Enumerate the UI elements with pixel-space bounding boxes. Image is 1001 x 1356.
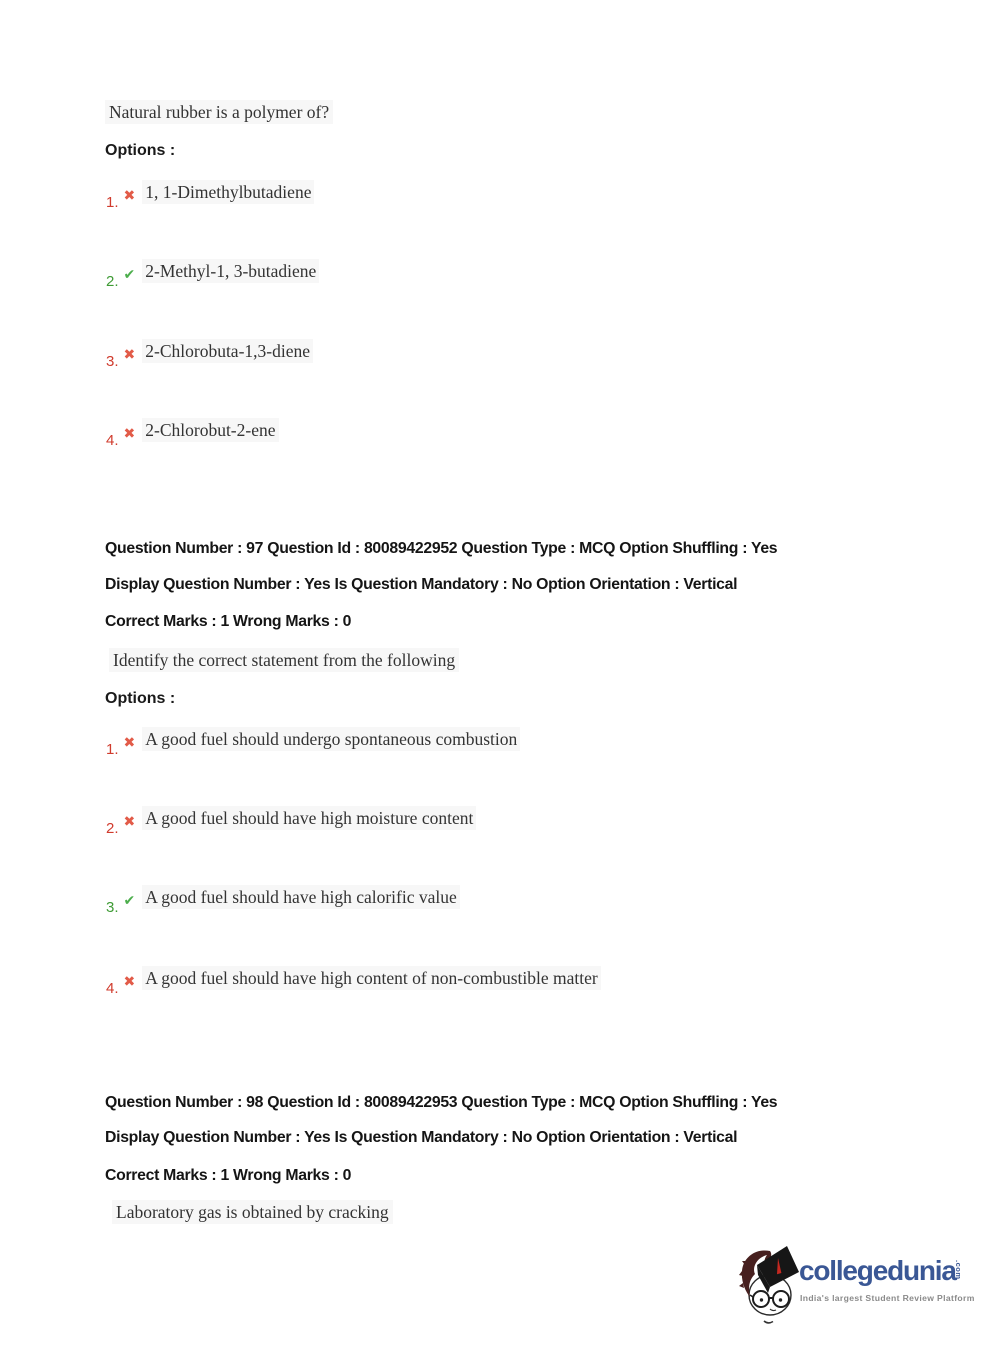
wrong-icon: ✖ <box>123 735 136 751</box>
question-meta-line: Correct Marks : 1 Wrong Marks : 0 <box>105 1167 352 1184</box>
option-number: 4. <box>106 432 119 449</box>
option-text: 2-Chlorobut-2-ene <box>142 418 278 442</box>
question-text: Natural rubber is a polymer of? <box>105 100 333 124</box>
options-label: Options : <box>105 690 176 707</box>
option-text: A good fuel should have high content of non-combustible matter <box>142 966 600 990</box>
correct-icon: ✔ <box>123 267 136 283</box>
option-text: 1, 1-Dimethylbutadiene <box>142 180 314 204</box>
wrong-icon: ✖ <box>123 814 136 830</box>
option-row <box>106 180 314 211</box>
option-number: 3. <box>106 899 119 916</box>
collegedunia-logo <box>737 1243 977 1333</box>
option-row <box>106 966 601 997</box>
collegedunia-wordmark: collegedunia <box>799 1255 956 1286</box>
option-text: A good fuel should have high moisture content <box>142 806 476 830</box>
option-number: 3. <box>106 353 119 370</box>
question-meta-line: Display Question Number : Yes Is Question Mandatory : No Option Orientation : Vertical <box>105 576 738 593</box>
option-text: A good fuel should undergo spontaneous combustion <box>142 727 520 751</box>
wrong-icon: ✖ <box>123 974 136 990</box>
option-number: 1. <box>106 194 119 211</box>
question-meta-line: Question Number : 97 Question Id : 80089422952 Question Type : MCQ Option Shuffling : Yes <box>105 540 778 557</box>
option-row <box>106 259 319 290</box>
question-meta-line: Question Number : 98 Question Id : 80089422953 Question Type : MCQ Option Shuffling : Yes <box>105 1094 778 1111</box>
option-row <box>106 418 279 449</box>
wrong-icon: ✖ <box>123 188 136 204</box>
option-text: 2-Methyl-1, 3-butadiene <box>142 259 319 283</box>
option-text: 2-Chlorobuta-1,3-diene <box>142 339 313 363</box>
option-text: A good fuel should have high calorific value <box>142 885 460 909</box>
collegedunia-tld: .com <box>954 1260 963 1280</box>
collegedunia-mascot-icon <box>737 1243 799 1327</box>
option-number: 4. <box>106 980 119 997</box>
wrong-icon: ✖ <box>123 347 136 363</box>
option-row <box>106 727 520 758</box>
option-row <box>106 806 476 837</box>
wrong-icon: ✖ <box>123 426 136 442</box>
question-text: Identify the correct statement from the following <box>109 648 459 672</box>
options-label: Options : <box>105 142 176 159</box>
option-row <box>106 885 460 916</box>
collegedunia-tagline: India's largest Student Review Platform <box>800 1293 975 1303</box>
question-meta-line: Correct Marks : 1 Wrong Marks : 0 <box>105 613 352 630</box>
option-number: 1. <box>106 741 119 758</box>
question-meta-line: Display Question Number : Yes Is Question Mandatory : No Option Orientation : Vertical <box>105 1129 738 1146</box>
option-number: 2. <box>106 273 119 290</box>
option-row <box>106 339 313 370</box>
option-number: 2. <box>106 820 119 837</box>
correct-icon: ✔ <box>123 893 136 909</box>
question-text: Laboratory gas is obtained by cracking <box>112 1200 393 1224</box>
